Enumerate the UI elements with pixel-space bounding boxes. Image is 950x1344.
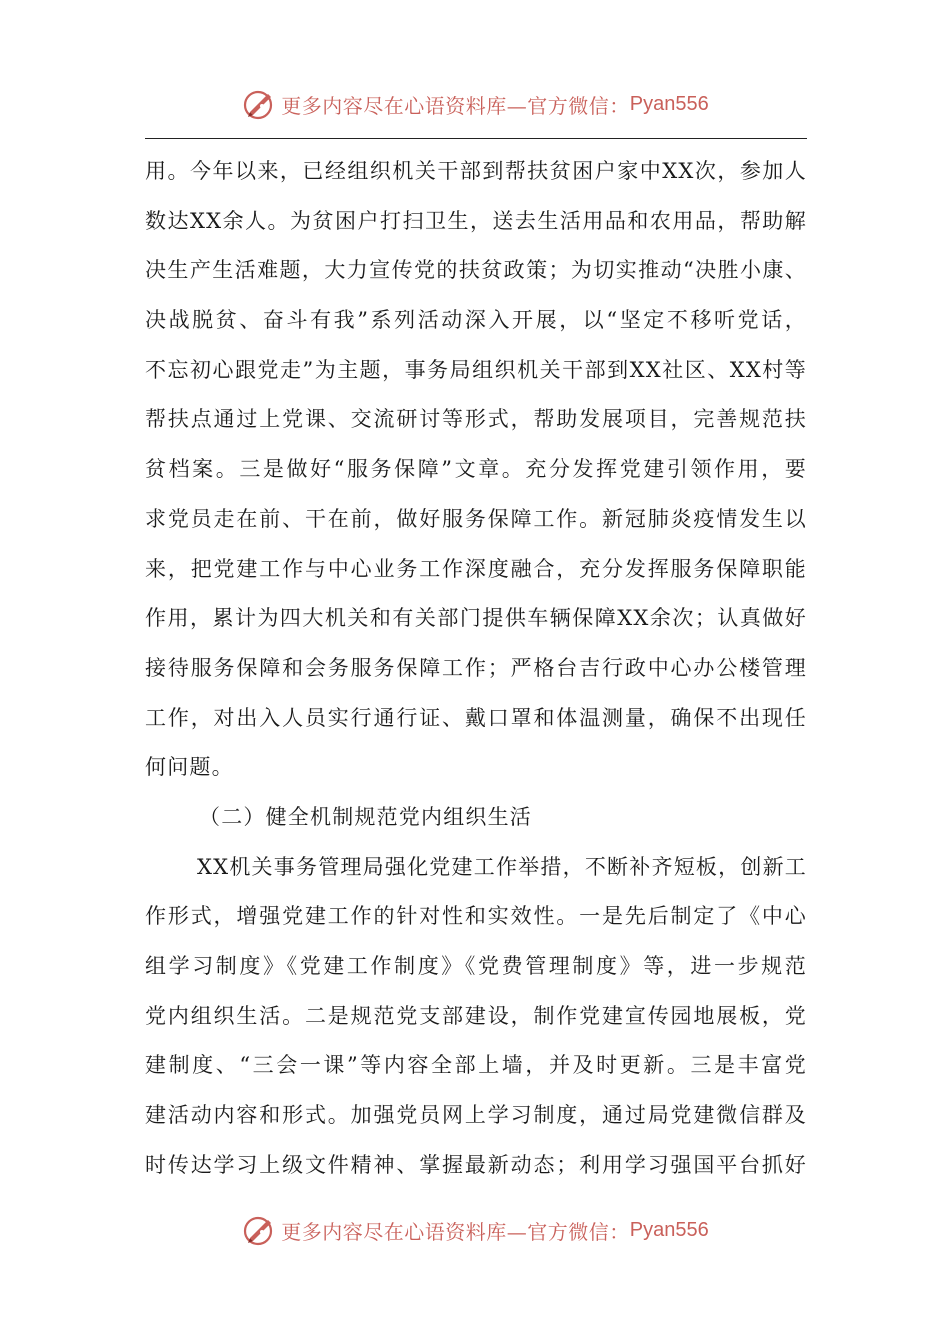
header-divider	[145, 138, 807, 139]
body-line: 不忘初心跟党走”为主题，事务局组织机关干部到XX社区、XX村等	[145, 357, 807, 382]
header-banner	[0, 84, 950, 124]
body-line: 数达XX余人。为贫困户打扫卫生，送去生活用品和农用品，帮助解	[145, 208, 807, 233]
body-line: 时传达学习上级文件精神、掌握最新动态；利用学习强国平台抓好	[145, 1152, 807, 1177]
body-line: 党内组织生活。二是规范党支部建设，制作党建宣传园地展板，党	[145, 1003, 807, 1028]
body-line: 用。今年以来，已经组织机关干部到帮扶贫困户家中XX次，参加人	[145, 159, 807, 183]
body-line: 建制度、“三会一课”等内容全部上墙，并及时更新。三是丰富党	[145, 1053, 807, 1078]
footer-wechat-id: Pyan556	[629, 1218, 709, 1241]
body-line: 组学习制度》《党建工作制度》《党费管理制度》等，进一步规范	[145, 954, 807, 978]
body-line: 求党员走在前、干在前，做好服务保障工作。新冠肺炎疫情发生以	[145, 506, 807, 531]
body-line: 接待服务保障和会务服务保障工作；严格台吉行政中心办公楼管理	[145, 655, 807, 680]
body-line: XX机关事务管理局强化党建工作举措，不断补齐短板，创新工	[197, 854, 807, 879]
footer-banner-text: 更多内容尽在心语资料库—官方微信：	[281, 1219, 630, 1244]
document-body	[145, 147, 807, 1190]
body-line: 何问题。	[145, 755, 234, 780]
footer-banner	[0, 1210, 950, 1250]
pen-logo-icon	[241, 1212, 277, 1248]
body-line: 作用，累计为四大机关和有关部门提供车辆保障XX余次；认真做好	[145, 606, 807, 631]
body-line: 作形式，增强党建工作的针对性和实效性。一是先后制定了《中心	[145, 904, 807, 929]
header-banner-text: 更多内容尽在心语资料库—官方微信：	[281, 93, 630, 118]
body-line: 工作，对出入人员实行通行证、戴口罩和体温测量，确保不出现任	[145, 705, 807, 730]
pen-logo-icon	[241, 86, 277, 122]
section-heading: （二）健全机制规范党内组织生活	[199, 804, 532, 829]
header-wechat-id: Pyan556	[629, 92, 709, 115]
body-line: 帮扶点通过上党课、交流研讨等形式，帮助发展项目，完善规范扶	[145, 407, 807, 432]
body-line: 贫档案。三是做好“服务保障”文章。充分发挥党建引领作用，要	[145, 457, 807, 482]
body-line: 来，把党建工作与中心业务工作深度融合，充分发挥服务保障职能	[145, 556, 807, 581]
body-line: 决生产生活难题，大力宣传党的扶贫政策；为切实推动“决胜小康、	[145, 258, 807, 283]
body-line: 建活动内容和形式。加强党员网上学习制度，通过局党建微信群及	[145, 1103, 807, 1128]
body-line: 决战脱贫、奋斗有我”系列活动深入开展，以“坚定不移听党话，	[145, 308, 807, 333]
